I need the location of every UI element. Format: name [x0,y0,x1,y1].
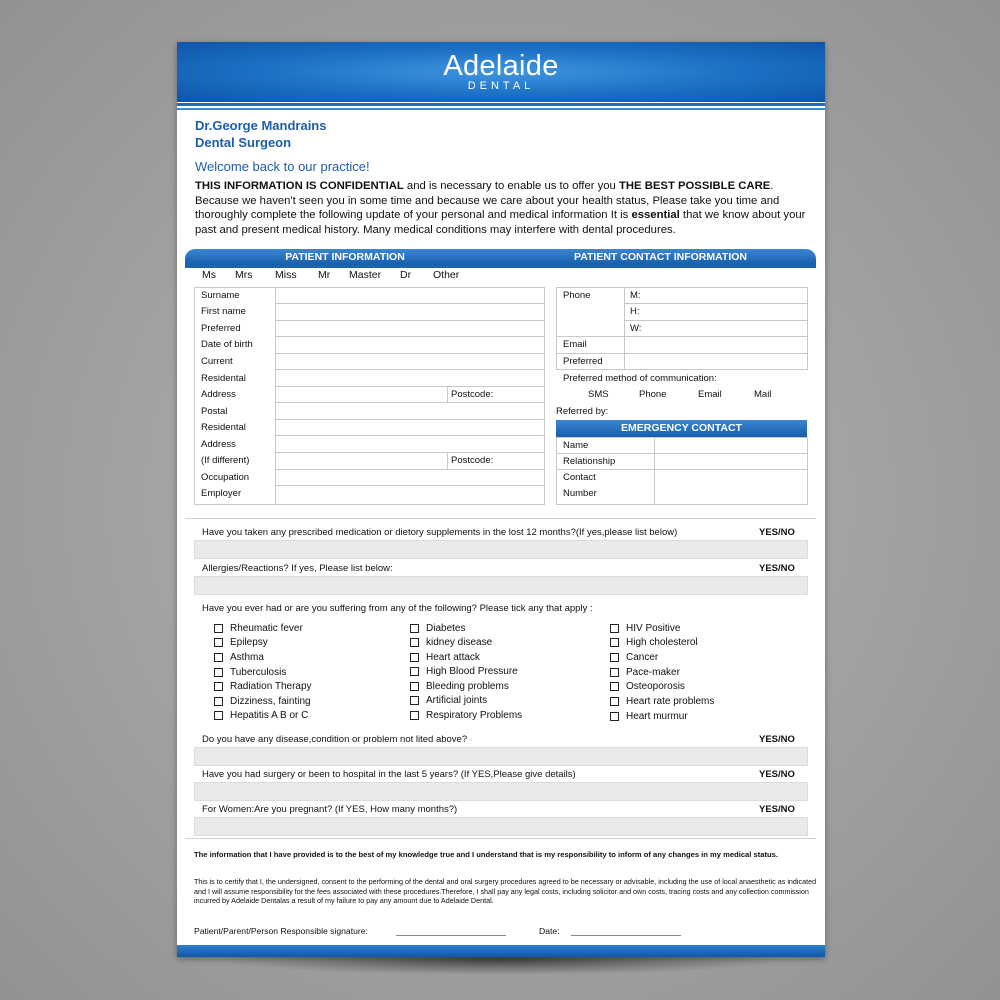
condition-label: Rheumatic fever [230,623,303,634]
doctor-name: Dr.George Mandrains [195,118,327,133]
condition-item[interactable] [610,623,680,634]
field-label: Residental [201,373,246,384]
title-option[interactable]: Ms [202,269,216,281]
date-line[interactable] [571,935,681,936]
condition-label: Cancer [626,652,659,663]
checkbox-icon[interactable] [214,682,223,691]
intro-paragraph [195,179,815,237]
other-disease-answer-field[interactable] [194,747,808,766]
field-label: Date of birth [201,339,253,350]
question-other-disease: Do you have any disease,condition or problem not lited above? [202,734,468,745]
field-label: (If different) [201,455,250,466]
medication-answer-field[interactable] [194,540,808,559]
condition-label: High Blood Pressure [426,666,518,677]
field-label: Occupation [201,472,250,483]
contact-method-label: Preferred method of communication: [563,373,717,384]
grid-line [275,419,544,420]
checkbox-icon[interactable] [610,653,619,662]
grid-line [275,320,544,321]
title-option[interactable]: Mrs [235,269,253,281]
question-medication: Have you taken any prescribed medication or dietory supplements in the lost 12 months?(If yes,please list below) [202,527,678,538]
checkbox-icon[interactable] [214,638,223,647]
intro-bold-1: THIS INFORMATION IS CONFIDENTIAL [195,180,404,192]
grid-line [275,435,544,436]
postcode-label: Postcode: [451,389,494,400]
contact-label: M: [630,290,641,301]
checkbox-icon[interactable] [410,696,419,705]
grid-line [624,320,807,321]
condition-item[interactable] [214,696,311,707]
title-option[interactable]: Master [349,269,382,281]
postcode-label: Postcode: [451,455,494,466]
field-label: Address [201,389,236,400]
contact-label: Preferred [563,356,603,367]
condition-item[interactable] [410,681,509,692]
condition-item[interactable] [214,652,264,663]
checkbox-icon[interactable] [410,682,419,691]
grid-line [275,386,544,387]
condition-label: Heart rate problems [626,696,715,707]
condition-item[interactable] [214,637,268,648]
title-option[interactable]: Miss [275,269,297,281]
checkbox-icon[interactable] [410,667,419,676]
section-divider [185,838,816,839]
yes-no-toggle[interactable]: YES/NO [759,769,795,780]
header-rule-thin [177,108,825,110]
field-label: Preferred [201,323,241,334]
title-option[interactable]: Mr [318,269,331,281]
grid-line [275,303,544,304]
condition-label: High cholesterol [626,637,698,648]
condition-item[interactable] [610,681,685,692]
condition-item[interactable] [410,695,487,706]
method-option[interactable]: Email [698,389,722,400]
checkbox-icon[interactable] [214,653,223,662]
grid-divider [654,437,655,504]
emergency-label: Name [563,440,589,451]
grid-line [556,336,807,337]
condition-label: Tuberculosis [230,667,287,678]
condition-label: Asthma [230,652,264,663]
condition-label: Bleeding problems [426,681,509,692]
condition-label: HIV Positive [626,623,681,634]
grid-divider [447,386,448,402]
band-strip [185,265,816,268]
condition-label: Heart murmur [626,711,688,722]
signature-label: Patient/Parent/Person Responsible signature: [194,926,368,936]
signature-line[interactable] [396,935,506,936]
checkbox-icon[interactable] [610,712,619,721]
field-label: Address [201,439,236,450]
grid-line [275,369,544,370]
condition-label: kidney disease [426,637,493,648]
checkbox-icon[interactable] [610,638,619,647]
condition-item[interactable] [410,637,492,648]
intro-bold-2: THE BEST POSSIBLE CARE [618,180,771,192]
footer-band [177,945,825,957]
grid-line [275,452,544,453]
grid-line [624,303,807,304]
checkbox-icon[interactable] [214,668,223,677]
condition-label: Radiation Therapy [230,681,312,692]
grid-line [556,469,807,470]
emergency-contact-band: EMERGENCY CONTACT [556,420,807,437]
condition-item[interactable] [214,667,286,678]
yes-no-toggle[interactable]: YES/NO [759,563,795,574]
dental-form-page [177,42,825,957]
welcome-text: Welcome back to our practice! [195,159,370,174]
condition-label: Dizziness, fainting [230,696,311,707]
grid-line [275,485,544,486]
grid-line [275,353,544,354]
intro-text-3: that we know about your past and present medical history. Many medical conditions may interfere with dental procedures. [195,209,806,236]
consent-statement: This is to certify that I, the undersigned, consent to the performing of the dental and oral surgery procedures agreed to be necessary or advisable, including the use of local anaesthetic as indicated and I will assume responsibility for the fees associated with these procedures.Therefore, I shall pay any legal costs, including solicitor and own costs, tracing costs and any collection commission incurred by Adelaide Dentalas a result of my failure to pay any amount due to Adelaide Dental. [194,877,817,906]
grid-line [556,353,807,354]
declaration-statement: The information that I have provided is to the best of my knowledge true and I understand that is my responsibility to inform of any changes in my medical status. [194,850,778,859]
checkbox-icon[interactable] [410,624,419,633]
condition-item[interactable] [214,681,312,692]
grid-line [556,453,807,454]
condition-item[interactable] [410,652,480,663]
grid-divider [447,452,448,469]
checkbox-icon[interactable] [610,668,619,677]
field-label: Postal [201,406,228,417]
checkbox-icon[interactable] [214,711,223,720]
condition-item[interactable] [610,711,688,722]
doctor-title: Dental Surgeon [195,135,292,150]
yes-no-toggle[interactable]: YES/NO [759,527,795,538]
checkbox-icon[interactable] [214,697,223,706]
emergency-label: Contact [563,472,596,483]
condition-item[interactable] [610,637,698,648]
grid-line [275,336,544,337]
title-option[interactable]: Dr [400,269,412,281]
contact-label: Email [563,339,587,350]
condition-item[interactable] [410,710,522,721]
checkbox-icon[interactable] [610,697,619,706]
field-label: Current [201,356,233,367]
emergency-label: Relationship [563,456,616,467]
condition-label: Respiratory Problems [426,710,523,721]
condition-label: Hepatitis A B or C [230,710,309,721]
method-option[interactable]: SMS [588,389,609,400]
intro-text-1: and is necessary to enable us to offer you [403,180,619,192]
checkbox-icon[interactable] [410,653,419,662]
intro-text-2: . Because we haven't seen you in some time and because we care about your health status, Please take you time and thoroughly complete the following update of your personal and medical information It is [195,180,780,222]
contact-label: H: [630,306,640,317]
field-label: Residental [201,422,246,433]
field-label: First name [201,306,246,317]
method-option[interactable]: Phone [639,389,667,400]
intro-bold-3: essential [631,209,680,222]
checkbox-icon[interactable] [610,682,619,691]
checkbox-icon[interactable] [410,638,419,647]
condition-label: Epilepsy [230,637,268,648]
pregnant-answer-field[interactable] [194,817,808,836]
condition-label: Diabetes [426,623,466,634]
date-label: Date: [539,926,560,936]
section-divider [185,518,816,519]
referred-label: Referred by: [556,406,609,417]
condition-item[interactable] [610,652,658,663]
method-option[interactable]: Mail [754,389,772,400]
condition-label: Heart attack [426,652,480,663]
patient-information-band: PATIENT INFORMATION [185,249,505,265]
yes-no-toggle[interactable]: YES/NO [759,734,795,745]
question-allergies: Allergies/Reactions? If yes, Please list below: [202,563,393,574]
yes-no-toggle[interactable]: YES/NO [759,804,795,815]
emergency-label: Number [563,488,597,499]
checkbox-icon[interactable] [214,624,223,633]
condition-item[interactable] [214,710,308,721]
checkbox-icon[interactable] [410,711,419,720]
brand-sub: DENTAL [467,80,535,92]
allergies-answer-field[interactable] [194,576,808,595]
condition-item[interactable] [410,623,465,634]
title-option[interactable]: Other [433,269,460,281]
patient-contact-band: PATIENT CONTACT INFORMATION [505,249,816,265]
condition-label: Pace-maker [626,667,680,678]
grid-divider [624,287,625,369]
question-conditions: Have you ever had or are you suffering from any of the following? Please tick any that apply : [202,603,593,614]
field-label: Employer [201,488,242,499]
grid-line [275,469,544,470]
surgery-answer-field[interactable] [194,782,808,801]
question-surgery: Have you had surgery or been to hospital in the last 5 years? (If YES,Please give details) [202,769,576,780]
contact-label: Phone [563,290,591,301]
checkbox-icon[interactable] [610,624,619,633]
contact-label: W: [630,323,642,334]
condition-label: Artificial joints [426,695,488,706]
question-pregnant: For Women:Are you pregnant? (If YES, How many months?) [202,804,458,815]
field-label: Surname [201,290,240,301]
condition-item[interactable] [610,667,680,678]
condition-item[interactable] [214,623,303,634]
condition-item[interactable] [410,666,518,677]
header-rule [177,103,825,106]
condition-item[interactable] [610,696,714,707]
condition-label: Osteoporosis [626,681,685,692]
brand-name: Adelaide [443,50,559,82]
grid-line [275,402,544,403]
